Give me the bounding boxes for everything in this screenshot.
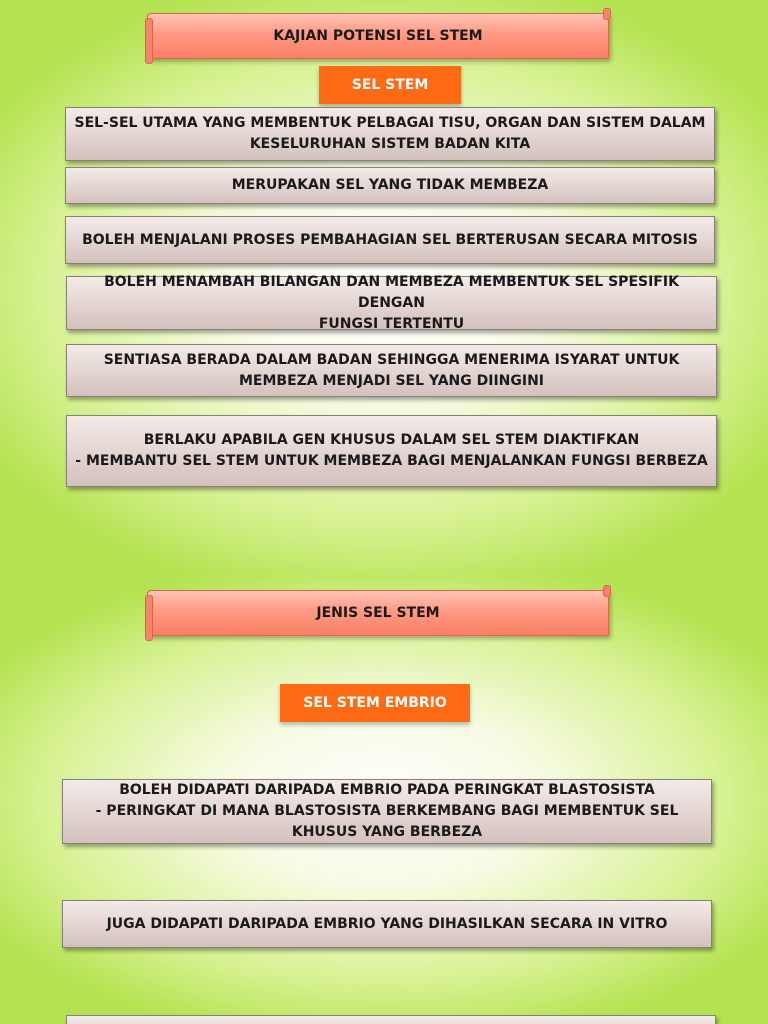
info-box-partial [66,1015,716,1024]
title-banner [147,590,609,636]
title-banner [147,13,609,59]
section-label [280,684,470,722]
info-line: FUNGSI TERTENTU [318,315,465,332]
section-label [319,66,461,104]
info-box [62,900,712,948]
info-line: KESELURUHAN SISTEM BADAN KITA [249,136,531,152]
info-box [66,415,717,487]
info-box [65,167,715,204]
info-line: MERUPAKAN SEL YANG TIDAK MEMBEZA [231,177,549,193]
info-line: BOLEH MENJALANI PROSES PEMBAHAGIAN SEL BERTERUSAN SECARA MITOSIS [82,231,698,248]
info-box [66,273,717,332]
info-box [62,779,712,844]
section-label-text: SEL STEM [351,77,429,93]
info-line: BOLEH MENAMBAH BILANGAN DAN MEMBEZA MEMBENTUK SEL SPESIFIK DENGAN [104,273,679,311]
info-line: BOLEH DIDAPATI DARIPADA EMBRIO PADA PERINGKAT BLASTOSISTA [119,782,655,798]
info-line: - PERINGKAT DI MANA BLASTOSISTA BERKEMBANG BAGI MEMBENTUK SEL [95,803,679,819]
info-line: MEMBEZA MENJADI SEL YANG DIINGINI [238,372,545,389]
section-label-text: SEL STEM EMBRIO [303,695,447,711]
title-banner-text: KAJIAN POTENSI SEL STEM [273,28,483,44]
info-line: BERLAKU APABILA GEN KHUSUS DALAM SEL STEM DIAKTIFKAN [143,432,640,448]
title-banner-text: JENIS SEL STEM [316,605,440,621]
info-line: - MEMBANTU SEL STEM UNTUK MEMBEZA BAGI MENJALANKAN FUNGSI BERBEZA [75,453,708,469]
info-box [66,344,717,397]
info-line: SENTIASA BERADA DALAM BADAN SEHINGGA MENERIMA ISYARAT UNTUK [103,351,680,368]
info-line: JUGA DIDAPATI DARIPADA EMBRIO YANG DIHASILKAN SECARA IN VITRO [106,915,668,932]
info-box [65,216,715,264]
info-line: SEL-SEL UTAMA YANG MEMBENTUK PELBAGAI TISU, ORGAN DAN SISTEM DALAM [74,115,706,131]
slide-2 [0,576,768,1024]
info-box [65,107,715,161]
info-line: KHUSUS YANG BERBEZA [291,824,483,840]
